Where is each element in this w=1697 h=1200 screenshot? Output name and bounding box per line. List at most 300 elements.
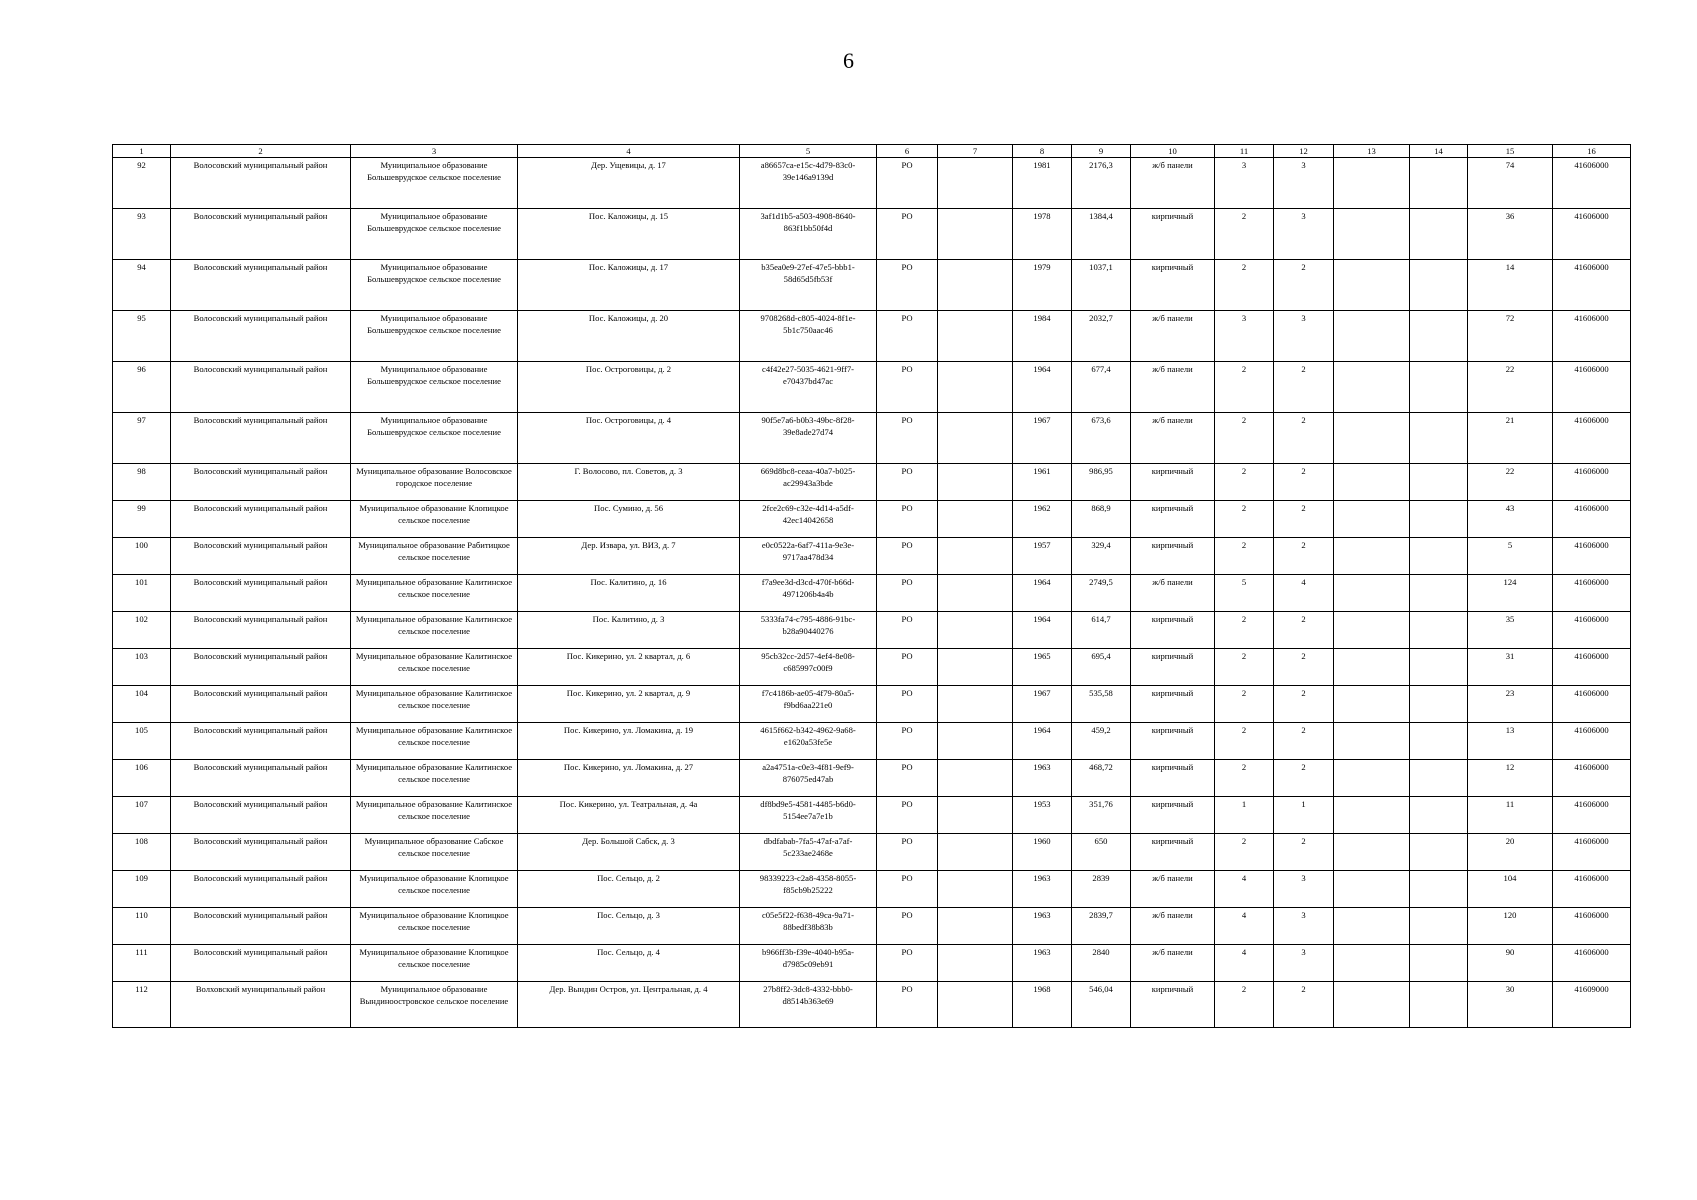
- table-cell: 1978: [1013, 209, 1072, 260]
- table-cell: 2749,5: [1072, 575, 1131, 612]
- table-cell: кирпичный: [1131, 797, 1215, 834]
- table-cell: [1410, 871, 1468, 908]
- table-cell: [938, 209, 1013, 260]
- table-cell: кирпичный: [1131, 464, 1215, 501]
- table-cell: [938, 311, 1013, 362]
- table-cell: Муниципальное образование Рабитицкое сельское поселение: [351, 538, 518, 575]
- table-cell: 2: [1274, 760, 1334, 797]
- table-cell: 695,4: [1072, 649, 1131, 686]
- column-header: 7: [938, 145, 1013, 158]
- table-row: [113, 834, 1631, 871]
- table-cell: 104: [1468, 871, 1553, 908]
- table-cell: 109: [113, 871, 171, 908]
- table-cell: кирпичный: [1131, 686, 1215, 723]
- table-cell: e0c0522a-6af7-411a-9e3e-9717aa478d34: [740, 538, 877, 575]
- table-cell: 2: [1215, 464, 1274, 501]
- table-cell: Пос. Сельцо, д. 2: [518, 871, 740, 908]
- table-cell: 329,4: [1072, 538, 1131, 575]
- table-cell: Пос. Сельцо, д. 4: [518, 945, 740, 982]
- table-row: [113, 311, 1631, 362]
- table-cell: [1334, 612, 1410, 649]
- column-header: 6: [877, 145, 938, 158]
- table-cell: 14: [1468, 260, 1553, 311]
- table-cell: 2: [1215, 413, 1274, 464]
- table-cell: РО: [877, 538, 938, 575]
- table-cell: 107: [113, 797, 171, 834]
- table-cell: Муниципальное образование Большеврудское сельское поселение: [351, 209, 518, 260]
- table-cell: 41606000: [1553, 945, 1631, 982]
- table-cell: РО: [877, 158, 938, 209]
- table-cell: 3: [1274, 908, 1334, 945]
- table-cell: 1037,1: [1072, 260, 1131, 311]
- table-cell: Муниципальное образование Калитинское сельское поселение: [351, 612, 518, 649]
- table-cell: 1965: [1013, 649, 1072, 686]
- table-cell: 2: [1215, 209, 1274, 260]
- table-cell: [938, 982, 1013, 1028]
- table-cell: Муниципальное образование Калитинское сельское поселение: [351, 723, 518, 760]
- table-cell: кирпичный: [1131, 982, 1215, 1028]
- table-cell: 1963: [1013, 871, 1072, 908]
- table-cell: кирпичный: [1131, 649, 1215, 686]
- table-cell: 468,72: [1072, 760, 1131, 797]
- table-cell: 1963: [1013, 760, 1072, 797]
- page-number: 6: [843, 48, 854, 73]
- table-cell: 2840: [1072, 945, 1131, 982]
- table-cell: 98: [113, 464, 171, 501]
- table-cell: Пос. Сумино, д. 56: [518, 501, 740, 538]
- table-cell: [1334, 362, 1410, 413]
- table-cell: РО: [877, 797, 938, 834]
- table-cell: 2: [1274, 464, 1334, 501]
- table-cell: кирпичный: [1131, 209, 1215, 260]
- table-cell: [1410, 945, 1468, 982]
- table-cell: ж/б панели: [1131, 158, 1215, 209]
- table-cell: Пос. Кикерино, ул. Ломакина, д. 27: [518, 760, 740, 797]
- table-cell: [1334, 686, 1410, 723]
- table-cell: [938, 797, 1013, 834]
- table-row: [113, 260, 1631, 311]
- table-cell: кирпичный: [1131, 538, 1215, 575]
- table-cell: Волосовский муниципальный район: [171, 158, 351, 209]
- table-cell: 2: [1215, 538, 1274, 575]
- table-cell: 31: [1468, 649, 1553, 686]
- table-cell: 41606000: [1553, 362, 1631, 413]
- table-cell: ж/б панели: [1131, 945, 1215, 982]
- table-cell: [938, 260, 1013, 311]
- table-cell: [1410, 612, 1468, 649]
- table-cell: РО: [877, 575, 938, 612]
- column-header: 3: [351, 145, 518, 158]
- table-cell: c4f42e27-5035-4621-9ff7-e70437bd47ac: [740, 362, 877, 413]
- table-cell: 650: [1072, 834, 1131, 871]
- table-cell: Муниципальное образование Калитинское сельское поселение: [351, 797, 518, 834]
- table-cell: [1334, 982, 1410, 1028]
- table-cell: [1334, 834, 1410, 871]
- table-cell: кирпичный: [1131, 723, 1215, 760]
- table-cell: Муниципальное образование Клопицкое сельское поселение: [351, 945, 518, 982]
- table-cell: 4615f662-b342-4962-9a68-e1620a53fe5e: [740, 723, 877, 760]
- table-cell: [1334, 538, 1410, 575]
- table-cell: 3: [1274, 158, 1334, 209]
- table-cell: 2: [1215, 612, 1274, 649]
- table-cell: 1967: [1013, 686, 1072, 723]
- table-cell: Волосовский муниципальный район: [171, 649, 351, 686]
- table-cell: Пос. Калитино, д. 3: [518, 612, 740, 649]
- table-cell: [1334, 649, 1410, 686]
- table-cell: ж/б панели: [1131, 871, 1215, 908]
- table-cell: [938, 158, 1013, 209]
- column-header: 1: [113, 145, 171, 158]
- table-cell: РО: [877, 686, 938, 723]
- table-cell: 41609000: [1553, 982, 1631, 1028]
- table-cell: [1410, 908, 1468, 945]
- table-cell: 41606000: [1553, 209, 1631, 260]
- table-cell: 1964: [1013, 612, 1072, 649]
- table-row: [113, 362, 1631, 413]
- table-cell: [1334, 723, 1410, 760]
- table-cell: Муниципальное образование Большеврудское сельское поселение: [351, 413, 518, 464]
- table-cell: 35: [1468, 612, 1553, 649]
- table-cell: 2: [1274, 362, 1334, 413]
- table-cell: [938, 908, 1013, 945]
- table-cell: Дер. Извара, ул. ВИЗ, д. 7: [518, 538, 740, 575]
- column-header: 12: [1274, 145, 1334, 158]
- table-cell: [1410, 723, 1468, 760]
- table-cell: 74: [1468, 158, 1553, 209]
- column-header: 15: [1468, 145, 1553, 158]
- table-cell: 41606000: [1553, 501, 1631, 538]
- table-cell: Г. Волосово, пл. Советов, д. 3: [518, 464, 740, 501]
- table-cell: 4: [1215, 908, 1274, 945]
- table-cell: 101: [113, 575, 171, 612]
- table-cell: 4: [1215, 871, 1274, 908]
- column-header: 9: [1072, 145, 1131, 158]
- table-row: [113, 649, 1631, 686]
- table-cell: [1334, 464, 1410, 501]
- table-cell: 2839: [1072, 871, 1131, 908]
- table-cell: 112: [113, 982, 171, 1028]
- table-cell: [1334, 760, 1410, 797]
- table-cell: Муниципальное образование Большеврудское сельское поселение: [351, 311, 518, 362]
- table-cell: df8bd9e5-4581-4485-b6d0-5154ee7a7e1b: [740, 797, 877, 834]
- table-cell: РО: [877, 871, 938, 908]
- table-cell: 3: [1274, 945, 1334, 982]
- table-row: [113, 413, 1631, 464]
- table-cell: 3af1d1b5-a503-4908-8640-863f1bb50f4d: [740, 209, 877, 260]
- table-cell: 2: [1274, 501, 1334, 538]
- table-cell: [1410, 209, 1468, 260]
- table-cell: [1334, 501, 1410, 538]
- table-cell: [938, 945, 1013, 982]
- table-cell: 94: [113, 260, 171, 311]
- table-cell: Муниципальное образование Калитинское сельское поселение: [351, 760, 518, 797]
- table-row: [113, 797, 1631, 834]
- table-cell: a2a4751a-c0e3-4f81-9ef9-876075ed47ab: [740, 760, 877, 797]
- table-cell: 41606000: [1553, 908, 1631, 945]
- table-cell: 99: [113, 501, 171, 538]
- table-row: [113, 871, 1631, 908]
- table-cell: Волосовский муниципальный район: [171, 464, 351, 501]
- table-cell: 535,58: [1072, 686, 1131, 723]
- table-cell: 108: [113, 834, 171, 871]
- table-cell: РО: [877, 723, 938, 760]
- table-cell: 673,6: [1072, 413, 1131, 464]
- table-row: [113, 908, 1631, 945]
- table-header: [113, 145, 1631, 158]
- table-cell: Волосовский муниципальный район: [171, 209, 351, 260]
- table-cell: 669d8bc8-ceaa-40a7-b025-ac29943a3bde: [740, 464, 877, 501]
- table-cell: [938, 723, 1013, 760]
- table-cell: [1410, 797, 1468, 834]
- table-cell: [1410, 362, 1468, 413]
- table-cell: Волосовский муниципальный район: [171, 538, 351, 575]
- table-cell: [938, 575, 1013, 612]
- table-cell: 41606000: [1553, 649, 1631, 686]
- table-cell: f7a9ee3d-d3cd-470f-b66d-4971206b4a4b: [740, 575, 877, 612]
- table-cell: [1410, 834, 1468, 871]
- table-cell: b35ea0e9-27ef-47e5-bbb1-58d65d5fb53f: [740, 260, 877, 311]
- table-cell: [938, 362, 1013, 413]
- table-cell: Муниципальное образование Клопицкое сельское поселение: [351, 871, 518, 908]
- table-cell: ж/б панели: [1131, 908, 1215, 945]
- table-cell: 5: [1215, 575, 1274, 612]
- table-cell: Волосовский муниципальный район: [171, 686, 351, 723]
- table-cell: 3: [1274, 209, 1334, 260]
- table-cell: 90f5e7a6-b0b3-49bc-8f28-39e8ade27d74: [740, 413, 877, 464]
- table-cell: РО: [877, 260, 938, 311]
- table-cell: Волосовский муниципальный район: [171, 945, 351, 982]
- table-cell: 95: [113, 311, 171, 362]
- table-cell: [1334, 797, 1410, 834]
- table-cell: Волосовский муниципальный район: [171, 760, 351, 797]
- table-cell: 103: [113, 649, 171, 686]
- table-cell: 677,4: [1072, 362, 1131, 413]
- table-cell: 1961: [1013, 464, 1072, 501]
- table-cell: [1334, 413, 1410, 464]
- table-cell: 100: [113, 538, 171, 575]
- table-cell: Муниципальное образование Большеврудское сельское поселение: [351, 158, 518, 209]
- table-cell: Пос. Остроговицы, д. 2: [518, 362, 740, 413]
- table-cell: 41606000: [1553, 575, 1631, 612]
- table-cell: [1410, 760, 1468, 797]
- table-cell: кирпичный: [1131, 612, 1215, 649]
- table-cell: РО: [877, 649, 938, 686]
- table-cell: РО: [877, 501, 938, 538]
- table-cell: Пос. Кикерино, ул. Ломакина, д. 19: [518, 723, 740, 760]
- table-cell: [938, 760, 1013, 797]
- table-cell: 1962: [1013, 501, 1072, 538]
- table-cell: 3: [1215, 158, 1274, 209]
- table-cell: 4: [1274, 575, 1334, 612]
- table-cell: 9708268d-c805-4024-8f1e-5b1c750aac46: [740, 311, 877, 362]
- table-cell: 1: [1274, 797, 1334, 834]
- table-cell: 1964: [1013, 575, 1072, 612]
- table-cell: ж/б панели: [1131, 362, 1215, 413]
- table-cell: 41606000: [1553, 538, 1631, 575]
- table-cell: [1334, 945, 1410, 982]
- table-cell: Волосовский муниципальный район: [171, 612, 351, 649]
- table-cell: 41606000: [1553, 760, 1631, 797]
- table-cell: кирпичный: [1131, 260, 1215, 311]
- table-cell: Волосовский муниципальный район: [171, 311, 351, 362]
- table-cell: Пос. Остроговицы, д. 4: [518, 413, 740, 464]
- table-cell: кирпичный: [1131, 760, 1215, 797]
- table-row: [113, 945, 1631, 982]
- table-cell: Муниципальное образование Волосовское городское поселение: [351, 464, 518, 501]
- table-cell: 120: [1468, 908, 1553, 945]
- housing-registry-table: [112, 144, 1631, 1028]
- table-cell: кирпичный: [1131, 834, 1215, 871]
- table-cell: РО: [877, 464, 938, 501]
- table-cell: 106: [113, 760, 171, 797]
- table-cell: 2: [1274, 413, 1334, 464]
- table-cell: 1964: [1013, 723, 1072, 760]
- table-cell: РО: [877, 982, 938, 1028]
- column-header: 13: [1334, 145, 1410, 158]
- table-cell: 98339223-c2a8-4358-8055-f85cb9b25222: [740, 871, 877, 908]
- table-row: [113, 538, 1631, 575]
- table-cell: 41606000: [1553, 612, 1631, 649]
- table-cell: dbdfabab-7fa5-47af-a7af-5c233ae2468e: [740, 834, 877, 871]
- table-cell: 546,04: [1072, 982, 1131, 1028]
- table-row: [113, 612, 1631, 649]
- table-cell: [1410, 260, 1468, 311]
- table-cell: [938, 612, 1013, 649]
- table-row: [113, 686, 1631, 723]
- table-cell: 1964: [1013, 362, 1072, 413]
- table-cell: Волосовский муниципальный район: [171, 908, 351, 945]
- table-cell: [1334, 908, 1410, 945]
- table-cell: 986,95: [1072, 464, 1131, 501]
- table-cell: [938, 649, 1013, 686]
- table-cell: [1410, 538, 1468, 575]
- table-cell: 2032,7: [1072, 311, 1131, 362]
- table-cell: 2: [1215, 760, 1274, 797]
- table-cell: [1410, 464, 1468, 501]
- table-cell: [1410, 982, 1468, 1028]
- table-cell: 111: [113, 945, 171, 982]
- table-cell: Дер. Ущевицы, д. 17: [518, 158, 740, 209]
- table-cell: кирпичный: [1131, 501, 1215, 538]
- table-cell: a86657ca-e15c-4d79-83c0-39e146a9139d: [740, 158, 877, 209]
- table-cell: 41606000: [1553, 311, 1631, 362]
- table-cell: 2: [1215, 834, 1274, 871]
- table-cell: 1968: [1013, 982, 1072, 1028]
- table-cell: 110: [113, 908, 171, 945]
- table-cell: 72: [1468, 311, 1553, 362]
- table-cell: РО: [877, 908, 938, 945]
- table-cell: Муниципальное образование Клопицкое сельское поселение: [351, 908, 518, 945]
- table-cell: Волосовский муниципальный район: [171, 362, 351, 413]
- column-header: 10: [1131, 145, 1215, 158]
- table-cell: Волосовский муниципальный район: [171, 413, 351, 464]
- table-cell: 104: [113, 686, 171, 723]
- column-header: 14: [1410, 145, 1468, 158]
- table-cell: 1979: [1013, 260, 1072, 311]
- table-cell: 351,76: [1072, 797, 1131, 834]
- table-cell: Волосовский муниципальный район: [171, 260, 351, 311]
- table-cell: Волосовский муниципальный район: [171, 797, 351, 834]
- table-cell: 2: [1215, 982, 1274, 1028]
- table-cell: 5333fa74-c795-4886-91bc-b28a90440276: [740, 612, 877, 649]
- table-cell: [1410, 501, 1468, 538]
- table-cell: 3: [1274, 871, 1334, 908]
- table-cell: b966ff3b-f39e-4040-b95a-d7985c09eb91: [740, 945, 877, 982]
- table-cell: 2: [1215, 649, 1274, 686]
- table-cell: [1334, 575, 1410, 612]
- table-cell: 102: [113, 612, 171, 649]
- table-cell: 23: [1468, 686, 1553, 723]
- column-header: 16: [1553, 145, 1631, 158]
- table-cell: Муниципальное образование Клопицкое сельское поселение: [351, 501, 518, 538]
- table-cell: 92: [113, 158, 171, 209]
- table-cell: 3: [1274, 311, 1334, 362]
- table-cell: [1334, 158, 1410, 209]
- table-cell: 22: [1468, 362, 1553, 413]
- column-header: 8: [1013, 145, 1072, 158]
- table-cell: 36: [1468, 209, 1553, 260]
- table-cell: [938, 834, 1013, 871]
- table-cell: 1967: [1013, 413, 1072, 464]
- table-cell: 2: [1215, 260, 1274, 311]
- table-cell: ж/б панели: [1131, 311, 1215, 362]
- table-row: [113, 575, 1631, 612]
- table-cell: 2: [1215, 501, 1274, 538]
- table-cell: Пос. Кикерино, ул. 2 квартал, д. 9: [518, 686, 740, 723]
- table-cell: 4: [1215, 945, 1274, 982]
- table-cell: 1981: [1013, 158, 1072, 209]
- table-cell: Волосовский муниципальный район: [171, 723, 351, 760]
- table-cell: [1410, 158, 1468, 209]
- table-cell: 2: [1274, 612, 1334, 649]
- table-cell: 124: [1468, 575, 1553, 612]
- table-cell: [1334, 311, 1410, 362]
- table-row: [113, 982, 1631, 1028]
- table-cell: ж/б панели: [1131, 575, 1215, 612]
- table-cell: 1957: [1013, 538, 1072, 575]
- table-cell: Волосовский муниципальный район: [171, 575, 351, 612]
- table-cell: Пос. Сельцо, д. 3: [518, 908, 740, 945]
- table-cell: 2: [1274, 834, 1334, 871]
- table-cell: Волосовский муниципальный район: [171, 871, 351, 908]
- table-row: [113, 158, 1631, 209]
- table-cell: РО: [877, 945, 938, 982]
- table-cell: 614,7: [1072, 612, 1131, 649]
- table-cell: [1410, 413, 1468, 464]
- table-cell: 41606000: [1553, 797, 1631, 834]
- table-cell: Волосовский муниципальный район: [171, 834, 351, 871]
- table-cell: Муниципальное образование Сабское сельское поселение: [351, 834, 518, 871]
- table-cell: 41606000: [1553, 834, 1631, 871]
- table-row: [113, 209, 1631, 260]
- table-cell: Пос. Каложицы, д. 20: [518, 311, 740, 362]
- table-cell: Дер. Большой Сабск, д. 3: [518, 834, 740, 871]
- table-cell: Муниципальное образование Калитинское сельское поселение: [351, 649, 518, 686]
- table-cell: 2: [1215, 686, 1274, 723]
- table-cell: Пос. Кикерино, ул. Театральная, д. 4а: [518, 797, 740, 834]
- table-cell: [938, 686, 1013, 723]
- table-cell: ж/б панели: [1131, 413, 1215, 464]
- table-cell: 41606000: [1553, 260, 1631, 311]
- table-cell: Пос. Каложицы, д. 17: [518, 260, 740, 311]
- table-cell: 2: [1274, 649, 1334, 686]
- table-cell: [1334, 209, 1410, 260]
- table-cell: РО: [877, 612, 938, 649]
- table-cell: 27b8ff2-3dc8-4332-bbb0-d8514b363e69: [740, 982, 877, 1028]
- table-cell: 41606000: [1553, 413, 1631, 464]
- table-cell: [1410, 686, 1468, 723]
- table-body: [113, 158, 1631, 1028]
